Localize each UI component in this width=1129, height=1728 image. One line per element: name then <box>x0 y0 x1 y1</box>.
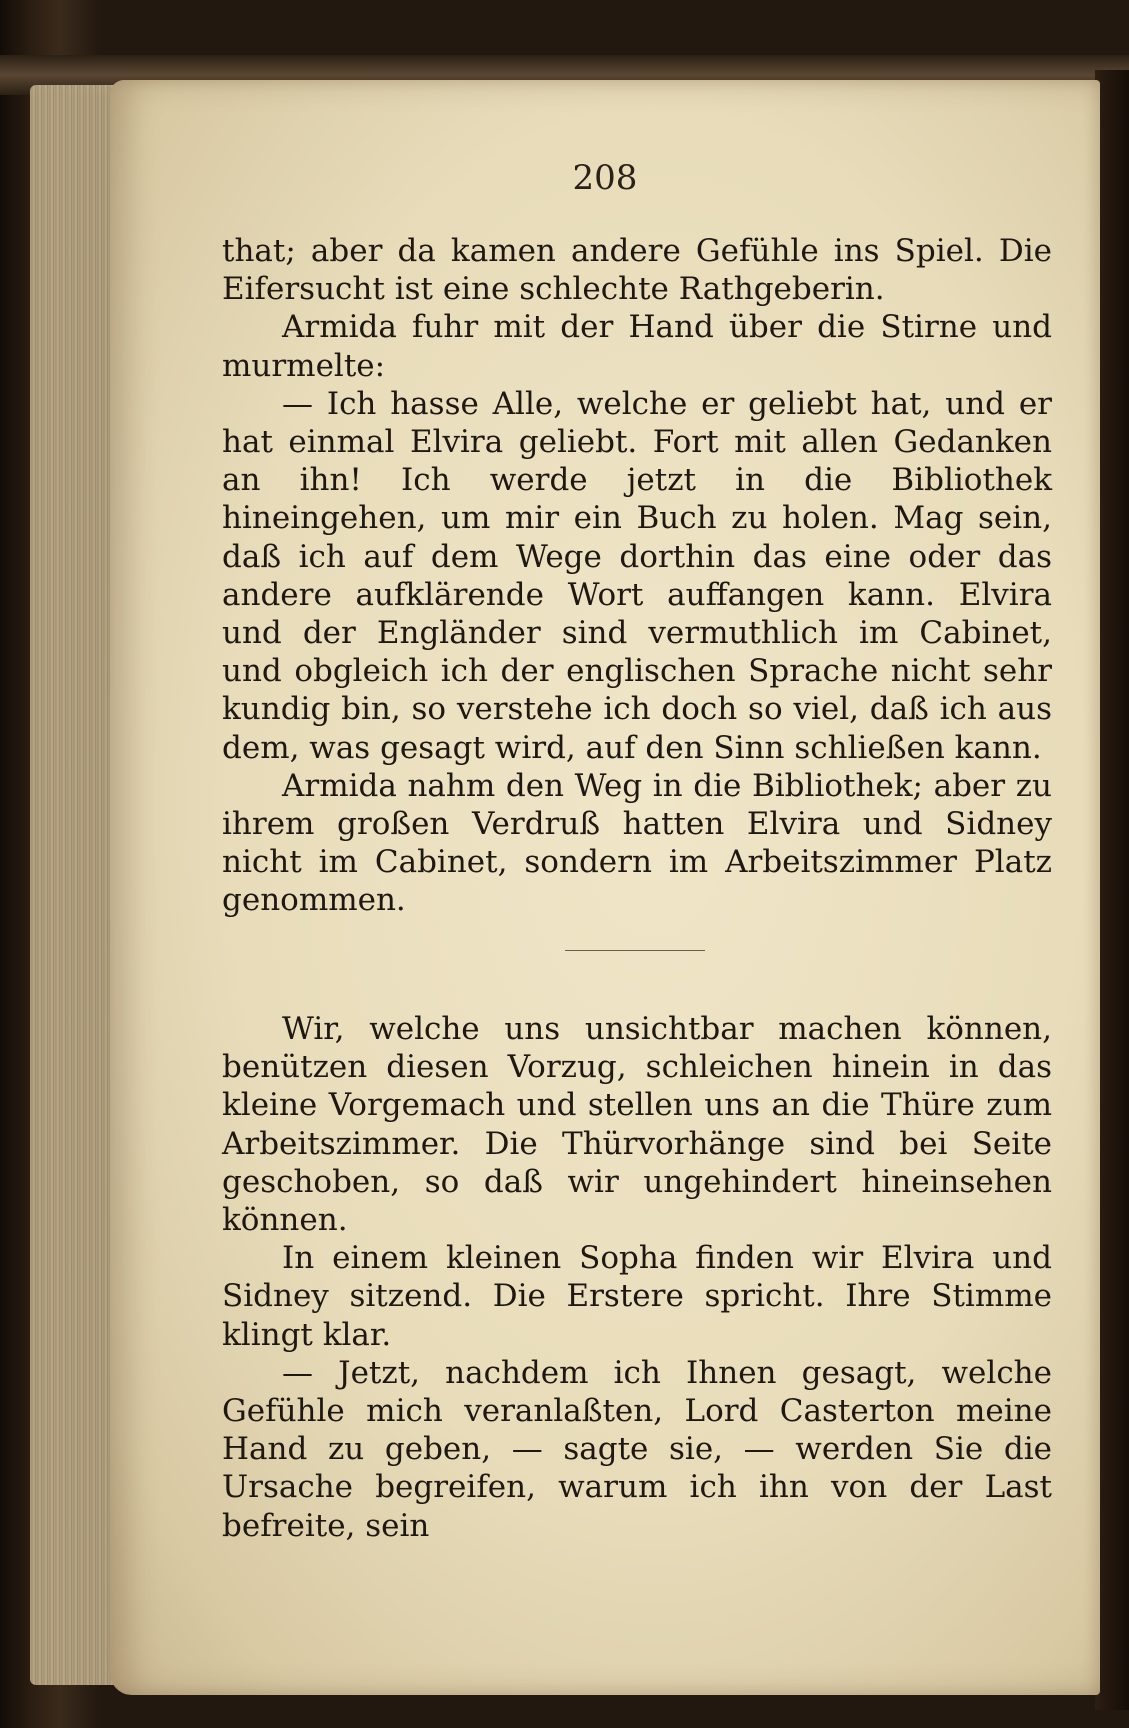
paragraph: — Ich hasse Alle, welche er geliebt hat, und er hat einmal Elvira geliebt. Fort mit allen Gedanken an ihn! Ich werde jetzt in die Bibliothek hineingehen, um mir ein Buch zu holen. Mag sein, daß ich auf dem Wege dorthin das eine oder das andere aufklärende Wort auffangen kann. Elvira und der Engländer sind vermuthlich im Cabinet, und obgleich ich der englischen Sprache nicht sehr kundig bin, so verstehe ich doch so viel, daß ich aus dem, was gesagt wird, auf den Sinn schließen kann. <box>222 385 1052 766</box>
book-page <box>110 80 1100 1695</box>
paragraph: Armida fuhr mit der Hand über die Stirne und murmelte: <box>222 309 1052 384</box>
book-spine-shadow <box>1095 70 1129 1710</box>
paragraph: — Jetzt, nachdem ich Ihnen gesagt, welche Gefühle mich veranlaßten, Lord Casterton meine Hand zu geben, — sagte sie, — werden Sie die Ursache begreifen, warum ich ihn von der Last befreite, sein <box>222 1354 1052 1544</box>
paragraph: Wir, welche uns unsichtbar machen können, benützen diesen Vorzug, schleichen hinein in das kleine Vorgemach und stellen uns an die Thüre zum Arbeitszimmer. Die Thürvorhänge sind bei Seite geschoben, so daß wir ungehindert hineinsehen können. <box>222 1011 1052 1239</box>
text-section-2 <box>222 1010 1052 1545</box>
page-number: 208 <box>572 158 638 198</box>
section-divider <box>565 950 705 951</box>
paragraph: In einem kleinen Sopha finden wir Elvira und Sidney sitzend. Die Erstere spricht. Ihre Stimme klingt klar. <box>222 1240 1052 1353</box>
paragraph: Armida nahm den Weg in die Bibliothek; aber zu ihrem großen Verdruß hatten Elvira und Sidney nicht im Cabinet, sondern im Arbeitszimmer Platz genommen. <box>222 767 1052 919</box>
paragraph: that; aber da kamen andere Gefühle ins Spiel. Die Eifersucht ist eine schlechte Rathgeberin. <box>222 233 1052 308</box>
text-section-1 <box>222 232 1052 920</box>
